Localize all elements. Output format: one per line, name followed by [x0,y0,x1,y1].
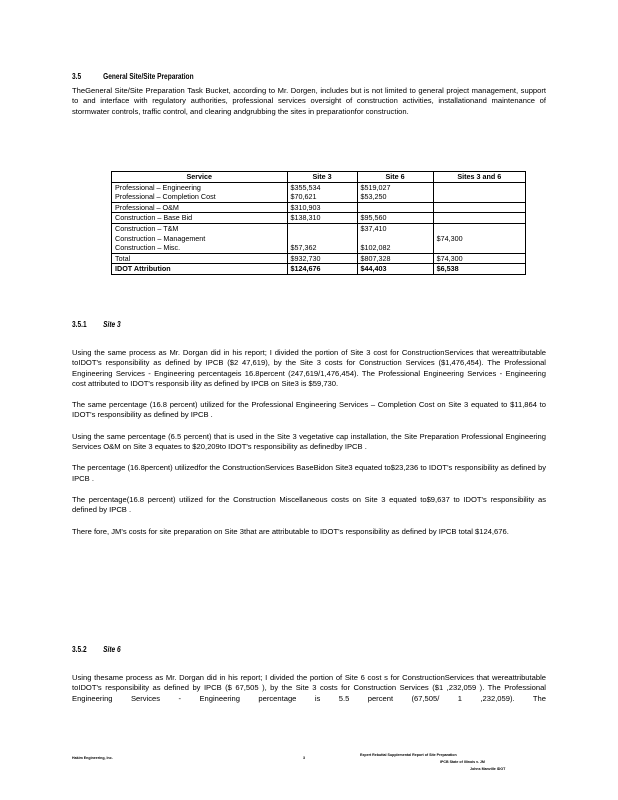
table-row [112,182,526,202]
cell-line: Construction – Management [115,233,206,243]
cell-line: Construction – Base Bid [115,213,193,223]
header-service: Service [112,172,288,183]
site-3-cell [287,182,357,202]
paragraph-3-5-2: Using thesame process as Mr. Dorgan did in his report; I divided the portion of Site 6 cost s for ConstructionServices that wereattributable toIDOT's responsibility as defined by IPCB ($ 67,505 ), by the Site 3 costs for Construction Services ($1 ,232,059 ). The Professional Engineering Services - Engineering percentage is 5.5 percent (67,505/ 1 ,232,059). The [72,673,546,703]
cell-line: IDOT Attribution [115,264,171,274]
cell-line: Professional – Engineering [115,182,201,192]
site-6-cell [357,253,433,264]
cell-line: $124,676 [290,264,321,274]
cell-line [361,203,430,213]
cell-line: Construction – T&M [115,223,179,233]
cell-line: $70,621 [290,192,317,202]
header-sites-3-and-6: Sites 3 and 6 [433,172,525,183]
cell-line: $53,250 [360,192,387,202]
sites-3-and-6-cell [433,213,525,224]
service-cost-table [111,171,526,275]
paragraph-3-5-1-a: Using the same process as Mr. Dorgan did in his report; I divided the portion of Site 3 cost for ConstructionServices that wereattributable toIDOT's responsibility as defined by IPCB ($2 47,619), by the Site 3 costs for Construction Services ($1,476,454). The Professional Engineering Services - Engineering percentageis 16.8percent (247,619/1,476,454). The Professional Engineering Services - Engineering cost attributed to IDOT's responsib ility as defined by IPCB on Site3 is $59,730. [72,348,546,388]
section-3-5-1 [72,320,546,548]
sites-3-and-6-cell [433,202,525,213]
cell-line [361,234,430,244]
site-6-cell [357,223,433,253]
sites-3-and-6-cell [433,253,525,264]
cell-line [437,192,522,202]
service-cell [112,202,288,213]
cell-line: Construction – Misc. [115,243,181,253]
sites-3-and-6-cell [433,182,525,202]
cell-line: Professional – O&M [115,202,179,212]
cell-line: $37,410 [360,223,387,233]
service-cell [112,213,288,224]
site-6-cell [357,213,433,224]
table-row [112,264,526,275]
table-header-row [112,172,526,183]
cell-line: $74,300 [436,253,463,263]
section-heading-3-5 [72,72,461,81]
section-3-5-2 [72,645,546,715]
cell-line: $138,310 [290,213,321,223]
footer-right-top: Expert Rebuttal Supplemental Report of Site Preparation [360,753,457,757]
section-number: 3.5.2 [72,645,87,654]
service-cell [112,264,288,275]
section-title: Site 6 [103,645,121,654]
service-cell [112,182,288,202]
section-heading-3-5-2 [72,645,461,654]
site-3-cell [287,223,357,253]
paragraph-3-5-1-c: Using the same percentage (6.5 percent) that is used in the Site 3 vegetative cap installation, the Site Preparation Professional Engineering Services O&M on Site 3 equates to $20,209to IDOT's responsibility as definedby IPCB . [72,431,546,452]
cell-line: $807,328 [360,253,391,263]
cell-line: Professional – Completion Cost [115,192,216,202]
table-row [112,213,526,224]
paragraph-3-5-1-f: There fore, JM's costs for site preparation on Site 3that are attributable to IDOT's responsibility as defined by IPCB total $124,676. [72,526,509,536]
table-body [112,182,526,274]
sites-3-and-6-cell [433,223,525,253]
service-cell [112,253,288,264]
page-body [72,72,546,128]
cell-line [437,183,522,193]
cell-line: Total [115,253,131,263]
footer-right-middle: IPCB State of Illinois v. JM [440,760,485,764]
cell-line [291,224,354,234]
section-heading-3-5-1 [72,320,461,329]
footer-left: Hakim Engineering, Inc. [72,756,113,760]
cell-line [437,224,522,234]
site-3-cell [287,253,357,264]
table-row [112,202,526,213]
paragraph-3-5-1-b: The same percentage (16.8 percent) utilized for the Professional Engineering Services – Completion Cost on Site 3 equated to $11,864 to IDOT's responsibility as defined by IPCB . [72,400,546,420]
cell-line [291,234,354,244]
section-title: Site 3 [103,320,121,329]
cell-line [437,203,522,213]
site-3-cell [287,264,357,275]
table-row [112,223,526,253]
cell-line: $519,027 [360,182,391,192]
header-site-6: Site 6 [357,172,433,183]
cell-line: $57,362 [290,243,317,253]
section-title: General Site/Site Preparation [103,72,194,81]
site-6-cell [357,202,433,213]
service-cell [112,223,288,253]
cell-line: $310,903 [290,202,321,212]
cell-line: $95,560 [360,213,387,223]
site-3-cell [287,213,357,224]
cell-line: $74,300 [436,233,463,243]
cell-line: $932,730 [290,253,321,263]
paragraph-3-5: TheGeneral Site/Site Preparation Task Bucket, according to Mr. Dorgen, includes but is not limited to general project management, support to and interface with regulatory authorities, professional services oversight of construction activities, installationand maintenance of stormwater controls, traffic control, and clearing andgrubbing the sites in preparationfor construction. [72,86,546,116]
header-site-3: Site 3 [287,172,357,183]
section-number: 3.5 [72,72,82,81]
cell-line: $355,534 [290,182,321,192]
cell-line: $6,538 [436,264,459,274]
cell-line [437,213,522,223]
section-number: 3.5.1 [72,320,87,329]
site-6-cell [357,182,433,202]
cell-line: $44,403 [360,264,387,274]
paragraph-3-5-1-d: The percentage (16.8percent) utilizedfor the ConstructionServices BaseBidon Site3 equated to$23,236 to IDOT's responsibility as defined by IPCB . [72,463,546,483]
cell-line [437,243,522,253]
footer-page-number: 3 [303,756,305,760]
table-row [112,253,526,264]
sites-3-and-6-cell [433,264,525,275]
site-3-cell [287,202,357,213]
site-6-cell [357,264,433,275]
footer-right-bottom: Johns Manville IDOT [470,767,506,771]
paragraph-3-5-1-e: The percentage(16.8 percent) utilized for the Construction Miscellaneous costs on Site 3 equated to$9,637 to IDOT's responsibility as defined by IPCB . [72,494,546,515]
cell-line: $102,082 [360,243,391,253]
